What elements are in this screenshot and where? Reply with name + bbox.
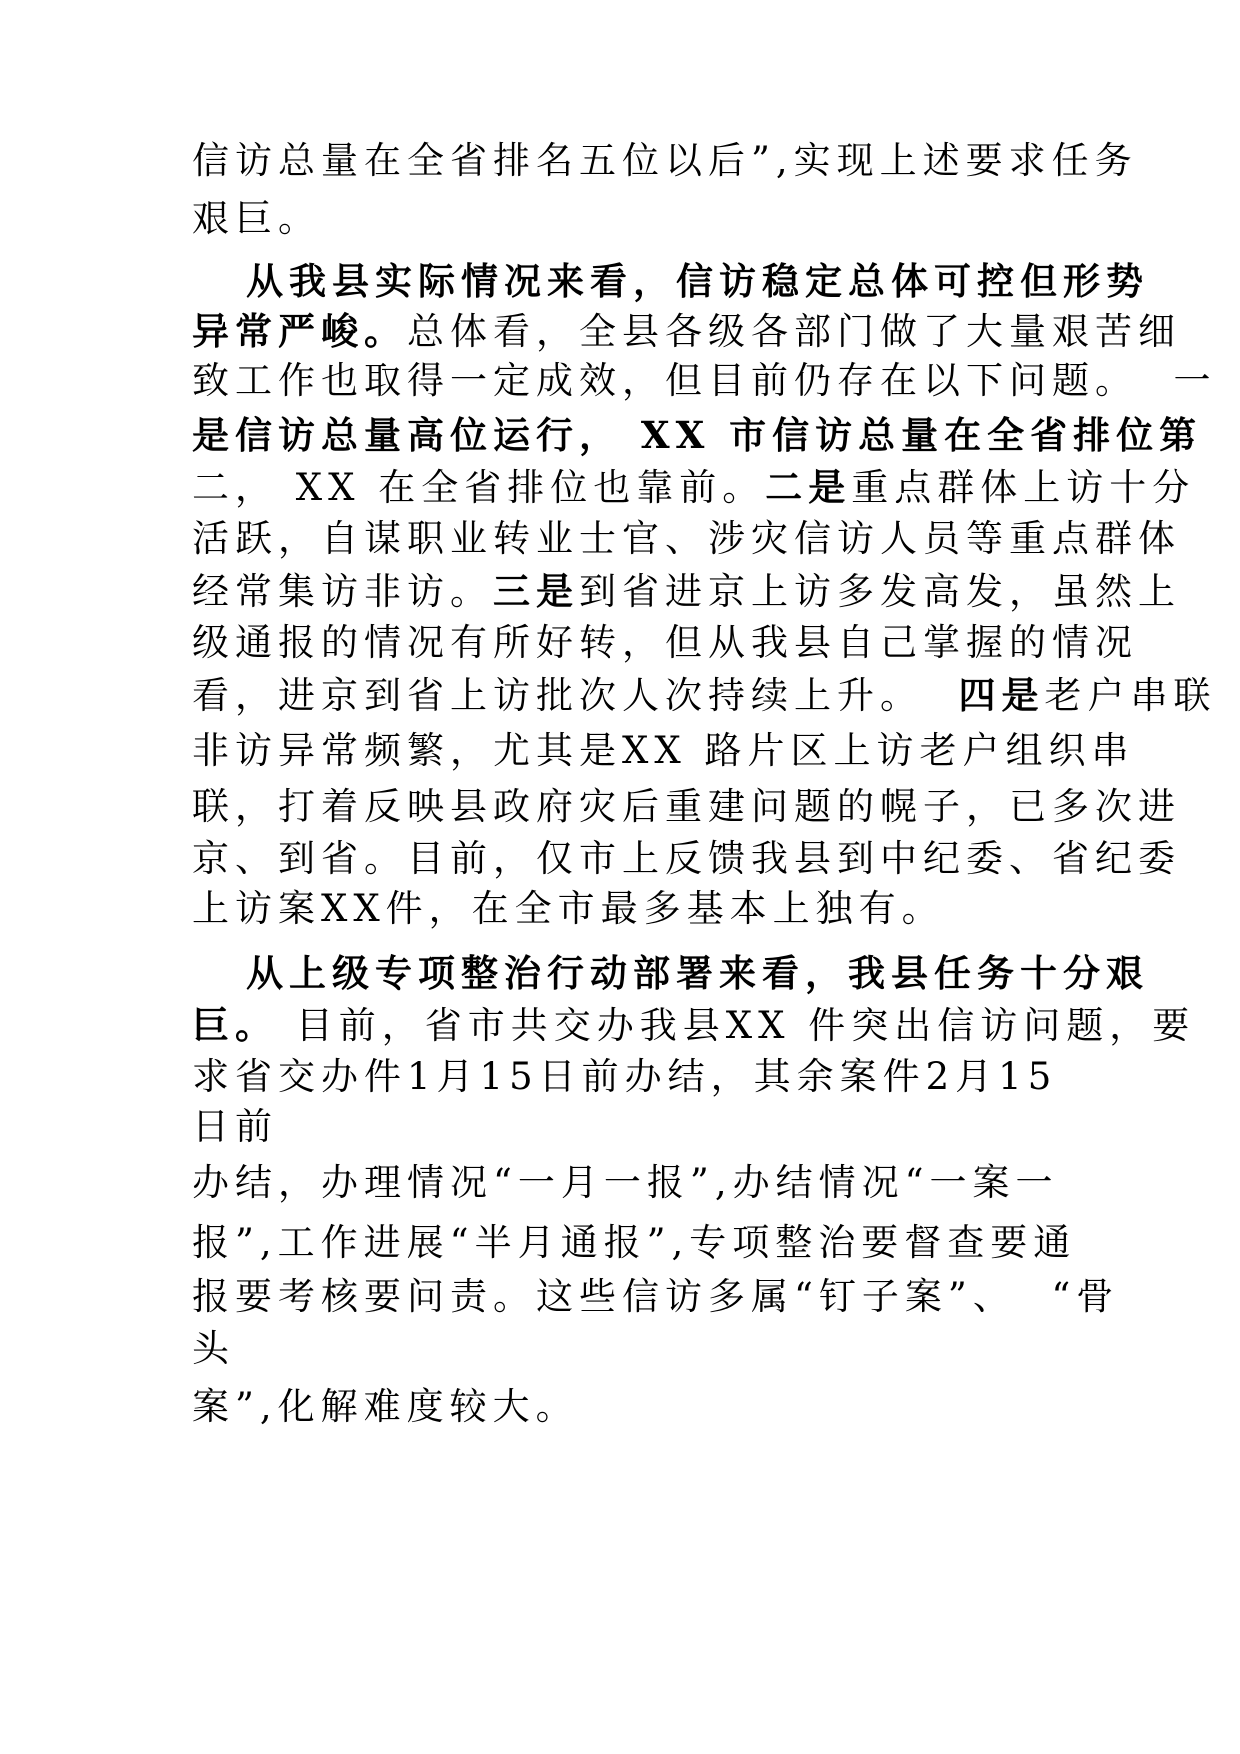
text-line: 京、到省。目前，仅市上反馈我县到中纪委、省纪委 [192,837,1181,880]
text-line: 报要考核要问责。这些信访多属“钉子案”、 “骨 [192,1275,1120,1318]
text-line: 致工作也取得一定成效，但目前仍存在以下问题。 一 [192,359,1217,402]
text-line: 头 [192,1327,235,1370]
text-line: 艰巨。 [192,197,321,240]
text-line: 办结，办理情况“一月一报”,办结情况“一案一 [192,1161,1059,1204]
text-line: 日前 [192,1105,278,1148]
text-line: 巨。 目前，省市共交办我县XX 件突出信访问题，要 [192,1003,1196,1047]
paragraph-heading: 从上级专项整治行动部署来看，我县任务十分艰 [246,951,1149,995]
text-line: 案”,化解难度较大。 [192,1385,579,1428]
text-line: 求省交办件1月15日前办结，其余案件2月15 [192,1055,1058,1098]
text-line: 是信访总量高位运行， XX 市信访总量在全省排位第 [192,413,1203,457]
text-line: 看，进京到省上访批次人次持续上升。 四是老户串联 [192,673,1217,717]
text-line: 上访案XX件，在全市最多基本上独有。 [192,887,945,930]
text-line: 二， XX 在全省排位也靠前。二是重点群体上访十分 [192,465,1196,509]
text-line: 活跃，自谋职业转业士官、涉灾信访人员等重点群体 [192,517,1181,560]
text-line: 报”,工作进展“半月通报”,专项整治要督查要通 [192,1221,1077,1264]
text-line: 级通报的情况有所好转，但从我县自己掌握的情况 [192,621,1138,664]
text-line: 联，打着反映县政府灾后重建问题的幌子，已多次进 [192,785,1181,828]
paragraph-heading: 从我县实际情况来看，信访稳定总体可控但形势 [246,259,1149,303]
text-line: 信访总量在全省排名五位以后”,实现上述要求任务 [192,139,1138,182]
text-line: 非访异常频繁，尤其是XX 路片区上访老户组织串 [192,729,1135,772]
text-line: 经常集访非访。三是到省进京上访多发高发，虽然上 [192,569,1181,613]
text-line: 异常严峻。总体看，全县各级各部门做了大量艰苦细 [192,309,1181,353]
